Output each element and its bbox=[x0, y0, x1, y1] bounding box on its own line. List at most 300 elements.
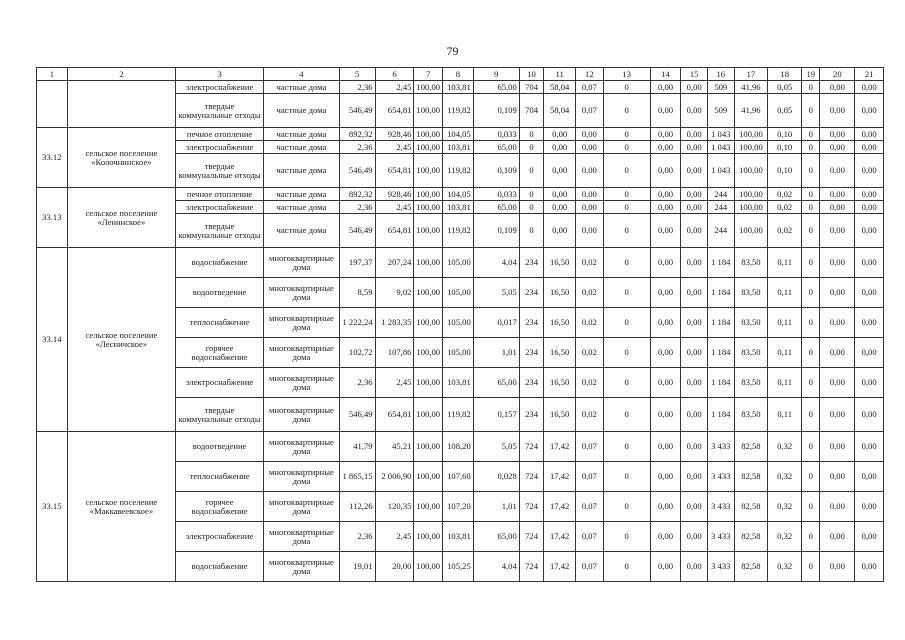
column-header: 12 bbox=[576, 68, 604, 81]
data-cell: 0,00 bbox=[820, 552, 855, 582]
data-cell: 0 bbox=[603, 462, 650, 492]
data-cell: 0,00 bbox=[650, 94, 681, 128]
housing-type: частные дома bbox=[264, 214, 340, 248]
data-cell: 0 bbox=[802, 248, 820, 278]
data-cell: 108,20 bbox=[443, 432, 474, 462]
data-cell: 704 bbox=[519, 81, 544, 94]
data-cell: 9,02 bbox=[375, 278, 414, 308]
data-cell: 58,04 bbox=[544, 81, 576, 94]
data-cell: 0 bbox=[802, 201, 820, 214]
column-header: 3 bbox=[176, 68, 264, 81]
data-cell: 100,00 bbox=[414, 278, 443, 308]
data-cell: 83,50 bbox=[734, 278, 768, 308]
data-cell: 4,04 bbox=[473, 552, 519, 582]
data-cell: 0,00 bbox=[855, 462, 884, 492]
data-cell: 0 bbox=[603, 308, 650, 338]
housing-type: многоквартирные дома bbox=[264, 552, 340, 582]
service-name: твердые коммунальные отходы bbox=[176, 94, 264, 128]
data-cell: 105,00 bbox=[443, 278, 474, 308]
data-cell: 0 bbox=[802, 141, 820, 154]
data-cell: 0,10 bbox=[768, 154, 802, 188]
data-cell: 82,58 bbox=[734, 522, 768, 552]
housing-type: частные дома bbox=[264, 154, 340, 188]
data-cell: 0 bbox=[519, 214, 544, 248]
data-cell: 100,00 bbox=[414, 338, 443, 368]
data-cell: 0,00 bbox=[855, 308, 884, 338]
data-cell: 3 433 bbox=[707, 462, 734, 492]
data-cell: 104,05 bbox=[443, 188, 474, 201]
data-cell: 0,00 bbox=[820, 248, 855, 278]
data-cell: 0,00 bbox=[681, 94, 708, 128]
data-cell: 100,00 bbox=[734, 141, 768, 154]
data-cell: 103,81 bbox=[443, 141, 474, 154]
data-cell: 17,42 bbox=[544, 522, 576, 552]
data-cell: 100,00 bbox=[414, 201, 443, 214]
data-cell: 1 184 bbox=[707, 338, 734, 368]
data-cell: 41,96 bbox=[734, 81, 768, 94]
data-cell: 0 bbox=[603, 368, 650, 398]
data-cell: 509 bbox=[707, 81, 734, 94]
data-cell: 0,32 bbox=[768, 522, 802, 552]
housing-type: многоквартирные дома bbox=[264, 522, 340, 552]
data-cell: 0,10 bbox=[768, 141, 802, 154]
data-cell: 0,00 bbox=[855, 398, 884, 432]
data-cell: 17,42 bbox=[544, 462, 576, 492]
column-header: 5 bbox=[339, 68, 375, 81]
data-cell: 1 222,24 bbox=[339, 308, 375, 338]
data-cell: 0,00 bbox=[820, 141, 855, 154]
data-cell: 0,033 bbox=[473, 188, 519, 201]
group-code: 33.15 bbox=[37, 432, 68, 582]
data-cell: 0,07 bbox=[576, 432, 604, 462]
data-cell: 0,00 bbox=[855, 128, 884, 141]
group-code: 33.13 bbox=[37, 188, 68, 248]
service-name: горячее водоснабжение bbox=[176, 492, 264, 522]
data-cell: 17,42 bbox=[544, 492, 576, 522]
data-cell: 0,02 bbox=[576, 368, 604, 398]
data-cell: 0,00 bbox=[820, 278, 855, 308]
data-cell: 83,50 bbox=[734, 338, 768, 368]
data-cell: 20,00 bbox=[375, 552, 414, 582]
data-cell: 244 bbox=[707, 201, 734, 214]
data-cell: 0,00 bbox=[650, 552, 681, 582]
data-cell: 0,32 bbox=[768, 432, 802, 462]
housing-type: многоквартирные дома bbox=[264, 398, 340, 432]
data-cell: 0 bbox=[603, 81, 650, 94]
service-name: твердые коммунальные отходы bbox=[176, 214, 264, 248]
data-cell: 0 bbox=[603, 94, 650, 128]
data-cell: 0 bbox=[603, 128, 650, 141]
data-cell: 704 bbox=[519, 94, 544, 128]
data-cell: 119,82 bbox=[443, 398, 474, 432]
data-cell: 0,00 bbox=[681, 188, 708, 201]
data-cell: 724 bbox=[519, 522, 544, 552]
group-name: сельское поселение «Ленинское» bbox=[67, 188, 175, 248]
service-name: печное отопление bbox=[176, 188, 264, 201]
data-cell: 207,24 bbox=[375, 248, 414, 278]
data-cell: 4,04 bbox=[473, 248, 519, 278]
data-cell: 0,00 bbox=[855, 522, 884, 552]
data-cell: 107,60 bbox=[443, 462, 474, 492]
data-cell: 0,00 bbox=[681, 398, 708, 432]
data-cell: 234 bbox=[519, 278, 544, 308]
data-cell: 0,00 bbox=[544, 128, 576, 141]
data-cell: 82,58 bbox=[734, 492, 768, 522]
group-name: сельское поселение «Маккавеевское» bbox=[67, 432, 175, 582]
group-code: 33.14 bbox=[37, 248, 68, 432]
data-cell: 16,50 bbox=[544, 338, 576, 368]
data-cell: 1 043 bbox=[707, 128, 734, 141]
data-cell: 83,50 bbox=[734, 308, 768, 338]
data-cell: 119,82 bbox=[443, 214, 474, 248]
data-cell: 0,11 bbox=[768, 398, 802, 432]
data-cell: 1 043 bbox=[707, 141, 734, 154]
data-cell: 100,00 bbox=[414, 248, 443, 278]
data-cell: 105,00 bbox=[443, 308, 474, 338]
housing-type: частные дома bbox=[264, 128, 340, 141]
data-cell: 100,00 bbox=[414, 308, 443, 338]
data-cell: 0 bbox=[603, 248, 650, 278]
data-cell: 0 bbox=[603, 492, 650, 522]
data-cell: 65,00 bbox=[473, 201, 519, 214]
data-cell: 0 bbox=[603, 154, 650, 188]
data-cell: 0,00 bbox=[855, 248, 884, 278]
data-cell: 1 283,35 bbox=[375, 308, 414, 338]
data-cell: 0 bbox=[802, 308, 820, 338]
data-cell: 100,00 bbox=[414, 552, 443, 582]
data-cell: 234 bbox=[519, 398, 544, 432]
group-name: сельское поселение «Лесничское» bbox=[67, 248, 175, 432]
data-cell: 17,42 bbox=[544, 552, 576, 582]
data-cell: 0,00 bbox=[681, 432, 708, 462]
data-cell: 0,00 bbox=[576, 214, 604, 248]
service-name: твердые коммунальные отходы bbox=[176, 154, 264, 188]
data-cell: 0,00 bbox=[681, 522, 708, 552]
data-cell: 0,00 bbox=[650, 188, 681, 201]
data-cell: 654,81 bbox=[375, 398, 414, 432]
column-header: 18 bbox=[768, 68, 802, 81]
data-cell: 0,109 bbox=[473, 94, 519, 128]
page-number: 79 bbox=[446, 44, 459, 58]
data-cell: 1 184 bbox=[707, 278, 734, 308]
service-name: горячее водоснабжение bbox=[176, 338, 264, 368]
data-cell: 892,32 bbox=[339, 128, 375, 141]
data-cell: 107,20 bbox=[443, 492, 474, 522]
data-cell: 0 bbox=[519, 128, 544, 141]
data-cell: 0 bbox=[802, 188, 820, 201]
data-cell: 58,04 bbox=[544, 94, 576, 128]
data-cell: 0,00 bbox=[855, 141, 884, 154]
data-cell: 0,07 bbox=[576, 522, 604, 552]
service-name: теплоснабжение bbox=[176, 462, 264, 492]
housing-type: многоквартирные дома bbox=[264, 462, 340, 492]
data-cell: 103,81 bbox=[443, 201, 474, 214]
data-cell: 0 bbox=[802, 94, 820, 128]
data-cell: 0,00 bbox=[681, 492, 708, 522]
data-cell: 546,49 bbox=[339, 398, 375, 432]
data-cell: 0,07 bbox=[576, 462, 604, 492]
data-cell: 546,49 bbox=[339, 154, 375, 188]
data-cell: 1,01 bbox=[473, 338, 519, 368]
data-cell: 100,00 bbox=[734, 188, 768, 201]
header-row bbox=[37, 68, 884, 81]
data-cell: 0,00 bbox=[855, 188, 884, 201]
data-cell: 17,42 bbox=[544, 432, 576, 462]
data-cell: 0,00 bbox=[820, 492, 855, 522]
data-cell: 41,96 bbox=[734, 94, 768, 128]
data-cell: 0,11 bbox=[768, 338, 802, 368]
column-header: 8 bbox=[443, 68, 474, 81]
data-cell: 0 bbox=[603, 188, 650, 201]
data-cell: 0,00 bbox=[650, 338, 681, 368]
data-cell: 100,00 bbox=[414, 368, 443, 398]
data-cell: 0,00 bbox=[855, 154, 884, 188]
data-cell: 16,50 bbox=[544, 308, 576, 338]
data-cell: 0,00 bbox=[681, 201, 708, 214]
data-cell: 1 865,15 bbox=[339, 462, 375, 492]
data-table bbox=[36, 67, 884, 582]
data-cell: 892,32 bbox=[339, 188, 375, 201]
data-cell: 0,11 bbox=[768, 308, 802, 338]
data-cell: 0,00 bbox=[855, 338, 884, 368]
housing-type: частные дома bbox=[264, 94, 340, 128]
data-cell: 0,00 bbox=[681, 141, 708, 154]
data-cell: 119,82 bbox=[443, 154, 474, 188]
data-cell: 0,00 bbox=[820, 522, 855, 552]
housing-type: частные дома bbox=[264, 81, 340, 94]
data-cell: 2,45 bbox=[375, 81, 414, 94]
housing-type: многоквартирные дома bbox=[264, 432, 340, 462]
housing-type: частные дома bbox=[264, 188, 340, 201]
data-cell: 100,00 bbox=[734, 214, 768, 248]
data-cell: 0 bbox=[603, 522, 650, 552]
data-cell: 0,00 bbox=[820, 398, 855, 432]
data-cell: 0,109 bbox=[473, 154, 519, 188]
data-cell: 2,45 bbox=[375, 201, 414, 214]
data-cell: 103,81 bbox=[443, 81, 474, 94]
data-cell: 65,00 bbox=[473, 368, 519, 398]
data-cell: 509 bbox=[707, 94, 734, 128]
group-code: 33.12 bbox=[37, 128, 68, 188]
data-cell: 100,00 bbox=[414, 188, 443, 201]
data-cell: 0,32 bbox=[768, 492, 802, 522]
data-cell: 0,109 bbox=[473, 214, 519, 248]
data-cell: 0,00 bbox=[681, 154, 708, 188]
service-name: электроснабжение bbox=[176, 522, 264, 552]
data-cell: 5,05 bbox=[473, 278, 519, 308]
data-cell: 16,50 bbox=[544, 278, 576, 308]
service-name: водоснабжение bbox=[176, 552, 264, 582]
data-cell: 654,81 bbox=[375, 154, 414, 188]
data-cell: 546,49 bbox=[339, 94, 375, 128]
data-cell: 2 006,90 bbox=[375, 462, 414, 492]
data-cell: 0,00 bbox=[650, 248, 681, 278]
data-cell: 0,157 bbox=[473, 398, 519, 432]
data-cell: 0,00 bbox=[544, 201, 576, 214]
data-cell: 0,00 bbox=[681, 462, 708, 492]
data-cell: 0 bbox=[519, 201, 544, 214]
data-cell: 724 bbox=[519, 492, 544, 522]
data-cell: 0 bbox=[802, 432, 820, 462]
service-name: печное отопление bbox=[176, 128, 264, 141]
data-cell: 0,00 bbox=[820, 188, 855, 201]
data-cell: 0,00 bbox=[681, 81, 708, 94]
data-cell: 0,00 bbox=[650, 214, 681, 248]
data-cell: 0,00 bbox=[820, 432, 855, 462]
data-cell: 0,028 bbox=[473, 462, 519, 492]
data-cell: 0,00 bbox=[544, 141, 576, 154]
data-cell: 0,02 bbox=[576, 338, 604, 368]
data-cell: 0,00 bbox=[820, 128, 855, 141]
data-cell: 0,00 bbox=[855, 201, 884, 214]
data-cell: 105,00 bbox=[443, 248, 474, 278]
data-cell: 244 bbox=[707, 214, 734, 248]
data-cell: 82,58 bbox=[734, 462, 768, 492]
data-cell: 0,02 bbox=[768, 188, 802, 201]
data-cell: 2,45 bbox=[375, 522, 414, 552]
data-cell: 3 433 bbox=[707, 492, 734, 522]
data-cell: 546,49 bbox=[339, 214, 375, 248]
data-cell: 0,00 bbox=[681, 338, 708, 368]
data-cell: 0 bbox=[603, 338, 650, 368]
data-cell: 2,36 bbox=[339, 201, 375, 214]
column-header: 2 bbox=[67, 68, 175, 81]
data-cell: 5,05 bbox=[473, 432, 519, 462]
data-cell: 1 043 bbox=[707, 154, 734, 188]
data-cell: 0,02 bbox=[576, 308, 604, 338]
data-cell: 928,46 bbox=[375, 128, 414, 141]
service-name: электроснабжение bbox=[176, 141, 264, 154]
table-row bbox=[37, 188, 884, 201]
data-cell: 0,00 bbox=[650, 154, 681, 188]
data-cell: 1 184 bbox=[707, 308, 734, 338]
column-header: 16 bbox=[707, 68, 734, 81]
housing-type: частные дома bbox=[264, 201, 340, 214]
data-cell: 0 bbox=[802, 368, 820, 398]
data-cell: 0,00 bbox=[820, 201, 855, 214]
data-cell: 0,00 bbox=[820, 462, 855, 492]
data-cell: 0 bbox=[802, 338, 820, 368]
data-cell: 724 bbox=[519, 552, 544, 582]
data-cell: 1,01 bbox=[473, 492, 519, 522]
data-cell: 0,10 bbox=[768, 128, 802, 141]
data-cell: 0,00 bbox=[650, 368, 681, 398]
table-row bbox=[37, 432, 884, 462]
data-cell: 0,00 bbox=[544, 154, 576, 188]
data-cell: 0,02 bbox=[576, 398, 604, 432]
data-cell: 41,79 bbox=[339, 432, 375, 462]
data-cell: 104,05 bbox=[443, 128, 474, 141]
data-cell: 0,02 bbox=[576, 248, 604, 278]
column-header: 14 bbox=[650, 68, 681, 81]
data-cell: 0,00 bbox=[576, 201, 604, 214]
data-cell: 0,05 bbox=[768, 94, 802, 128]
table-row bbox=[37, 248, 884, 278]
data-cell: 102,72 bbox=[339, 338, 375, 368]
data-cell: 83,50 bbox=[734, 248, 768, 278]
data-cell: 0,00 bbox=[681, 368, 708, 398]
data-cell: 100,00 bbox=[414, 81, 443, 94]
column-header: 1 bbox=[37, 68, 68, 81]
data-cell: 103,81 bbox=[443, 368, 474, 398]
column-header: 7 bbox=[414, 68, 443, 81]
data-cell: 0,00 bbox=[820, 308, 855, 338]
data-cell: 0,05 bbox=[768, 81, 802, 94]
data-cell: 0,00 bbox=[650, 462, 681, 492]
data-cell: 0,00 bbox=[576, 154, 604, 188]
data-cell: 0 bbox=[603, 278, 650, 308]
data-cell: 0 bbox=[603, 214, 650, 248]
data-cell: 100,00 bbox=[414, 432, 443, 462]
data-cell: 0 bbox=[802, 522, 820, 552]
data-cell: 82,58 bbox=[734, 432, 768, 462]
data-cell: 0,32 bbox=[768, 462, 802, 492]
data-cell: 100,00 bbox=[734, 128, 768, 141]
data-cell: 0,11 bbox=[768, 278, 802, 308]
data-cell: 0 bbox=[519, 141, 544, 154]
housing-type: многоквартирные дома bbox=[264, 492, 340, 522]
data-cell: 65,00 bbox=[473, 522, 519, 552]
data-cell: 0,00 bbox=[855, 368, 884, 398]
service-name: водоснабжение bbox=[176, 248, 264, 278]
data-cell: 0,00 bbox=[855, 214, 884, 248]
data-cell: 100,00 bbox=[414, 522, 443, 552]
data-cell: 2,45 bbox=[375, 368, 414, 398]
data-cell: 100,00 bbox=[414, 398, 443, 432]
data-cell: 16,50 bbox=[544, 248, 576, 278]
data-cell: 2,36 bbox=[339, 368, 375, 398]
data-cell: 100,00 bbox=[414, 214, 443, 248]
column-header: 4 bbox=[264, 68, 340, 81]
column-header: 11 bbox=[544, 68, 576, 81]
data-cell: 0,00 bbox=[576, 188, 604, 201]
data-cell: 0,00 bbox=[855, 94, 884, 128]
data-cell: 100,00 bbox=[414, 128, 443, 141]
data-cell: 654,81 bbox=[375, 214, 414, 248]
data-cell: 0,017 bbox=[473, 308, 519, 338]
column-header: 13 bbox=[603, 68, 650, 81]
data-cell: 100,00 bbox=[734, 201, 768, 214]
data-cell: 119,82 bbox=[443, 94, 474, 128]
data-cell: 2,36 bbox=[339, 141, 375, 154]
data-cell: 0 bbox=[802, 154, 820, 188]
data-cell: 0 bbox=[603, 201, 650, 214]
data-cell: 0,00 bbox=[855, 432, 884, 462]
data-cell: 0,00 bbox=[650, 128, 681, 141]
data-cell: 0,00 bbox=[544, 188, 576, 201]
data-cell: 197,37 bbox=[339, 248, 375, 278]
column-header: 9 bbox=[473, 68, 519, 81]
data-cell: 0 bbox=[519, 188, 544, 201]
data-cell: 103,81 bbox=[443, 522, 474, 552]
table-row bbox=[37, 128, 884, 141]
data-cell: 0,00 bbox=[681, 278, 708, 308]
data-cell: 100,00 bbox=[414, 462, 443, 492]
data-cell: 0,07 bbox=[576, 492, 604, 522]
data-cell: 0,00 bbox=[855, 492, 884, 522]
service-name: теплоснабжение bbox=[176, 308, 264, 338]
data-cell: 65,00 bbox=[473, 81, 519, 94]
data-cell: 0,07 bbox=[576, 81, 604, 94]
housing-type: многоквартирные дома bbox=[264, 368, 340, 398]
column-header: 20 bbox=[820, 68, 855, 81]
service-name: электроснабжение bbox=[176, 201, 264, 214]
data-cell: 0,00 bbox=[855, 552, 884, 582]
data-cell: 0,32 bbox=[768, 552, 802, 582]
data-cell: 0 bbox=[802, 278, 820, 308]
data-cell: 100,00 bbox=[734, 154, 768, 188]
data-cell: 19,01 bbox=[339, 552, 375, 582]
